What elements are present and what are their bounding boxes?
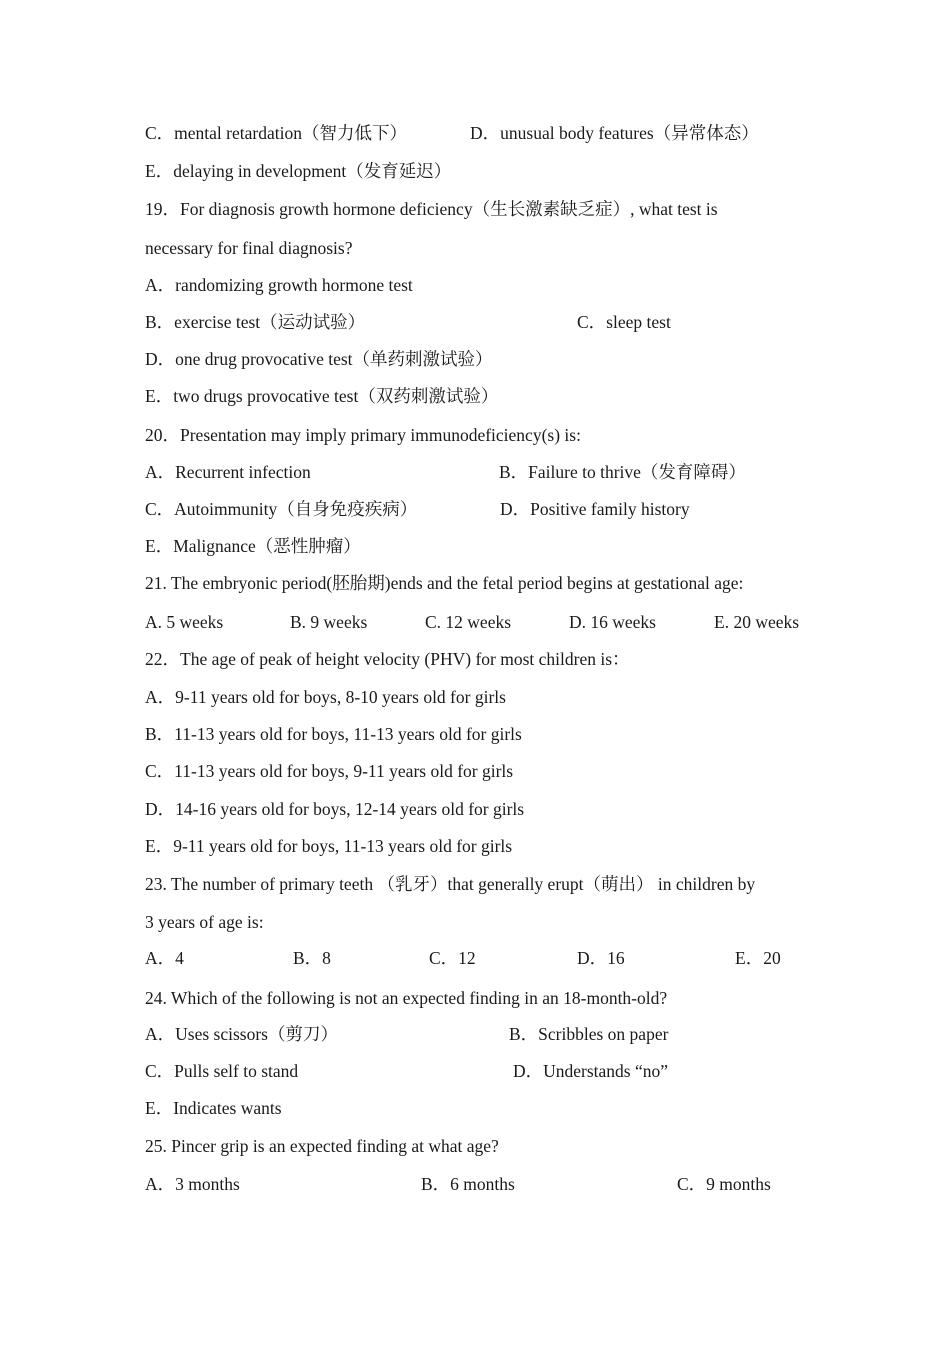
question-19-stem: 19．For diagnosis growth hormone deficiency（生长激素缺乏症）, what test is bbox=[145, 199, 718, 219]
question-24-stem: 24. Which of the following is not an expected finding in an 18-month-old? bbox=[145, 988, 668, 1008]
option-line-q18-e bbox=[145, 159, 824, 183]
option-a: A. 5 weeks bbox=[145, 612, 224, 632]
option-e: E．Malignance（恶性肿瘤） bbox=[145, 536, 361, 556]
question-23-text bbox=[145, 872, 824, 896]
option-e: E．delaying in development（发育延迟） bbox=[145, 161, 452, 181]
option-a: A．9-11 years old for boys, 8-10 years old for girls bbox=[145, 687, 506, 707]
question-23-stem-end: 3 years of age is: bbox=[145, 912, 264, 932]
option-e: E. 20 weeks bbox=[714, 612, 800, 632]
option-e: E．two drugs provocative test（双药刺激试验） bbox=[145, 386, 499, 406]
question-23-text-continued bbox=[145, 910, 824, 934]
option-d: D．Understands “no” bbox=[513, 1061, 669, 1081]
option-d: D．14-16 years old for boys, 12-14 years old for girls bbox=[145, 799, 525, 819]
question-19-text-continued bbox=[145, 236, 824, 260]
option-line-q22-b bbox=[145, 722, 824, 746]
option-e: E．Indicates wants bbox=[145, 1098, 282, 1118]
option-c: C．Autoimmunity（自身免疫疾病） bbox=[145, 499, 418, 519]
option-line-q25 bbox=[145, 1172, 824, 1196]
option-c: C．mental retardation（智力低下） bbox=[145, 123, 407, 143]
option-c: C．11-13 years old for boys, 9-11 years old for girls bbox=[145, 761, 514, 781]
question-21-text bbox=[145, 571, 824, 595]
option-line-q20-cd bbox=[145, 497, 824, 521]
option-a: A．3 months bbox=[145, 1174, 240, 1194]
option-d: D．Positive family history bbox=[500, 499, 690, 519]
option-a: A．4 bbox=[145, 948, 184, 968]
option-b: B. 9 weeks bbox=[290, 612, 368, 632]
question-24-text bbox=[145, 986, 824, 1010]
option-line-q24-cd bbox=[145, 1059, 824, 1083]
option-line-q22-e bbox=[145, 834, 824, 858]
question-20-stem: 20．Presentation may imply primary immunodeficiency(s) is: bbox=[145, 425, 581, 445]
option-line-q20-ab bbox=[145, 460, 824, 484]
option-b: B．11-13 years old for boys, 11-13 years old for girls bbox=[145, 724, 522, 744]
option-c: C．sleep test bbox=[577, 312, 671, 332]
option-d: D．one drug provocative test（单药刺激试验） bbox=[145, 349, 493, 369]
option-b: B．exercise test（运动试验） bbox=[145, 312, 366, 332]
option-line-q21 bbox=[145, 610, 824, 634]
option-d: D．16 bbox=[577, 948, 625, 968]
question-20-text bbox=[145, 423, 824, 447]
question-19-text bbox=[145, 197, 824, 221]
option-line-q19-e bbox=[145, 384, 824, 408]
option-d: D. 16 weeks bbox=[569, 612, 656, 632]
question-23-stem: 23. The number of primary teeth （乳牙）that generally erupt（萌出） in children by bbox=[145, 874, 756, 894]
option-line-q22-d bbox=[145, 797, 824, 821]
option-a: A．randomizing growth hormone test bbox=[145, 275, 413, 295]
question-22-text bbox=[145, 647, 824, 671]
option-line-q22-a bbox=[145, 685, 824, 709]
option-c: C. 12 weeks bbox=[425, 612, 512, 632]
option-b: B．Scribbles on paper bbox=[509, 1024, 669, 1044]
option-b: B．8 bbox=[293, 948, 331, 968]
option-line-q24-e bbox=[145, 1096, 824, 1120]
question-25-stem: 25. Pincer grip is an expected finding at what age? bbox=[145, 1136, 499, 1156]
question-25-text bbox=[145, 1134, 824, 1158]
question-21-stem: 21. The embryonic period(胚胎期)ends and the fetal period begins at gestational age: bbox=[145, 573, 744, 593]
option-a: A．Recurrent infection bbox=[145, 462, 311, 482]
option-b: B．Failure to thrive（发育障碍） bbox=[499, 462, 746, 482]
option-d: D．unusual body features（异常体态） bbox=[470, 123, 759, 143]
option-c: C．Pulls self to stand bbox=[145, 1061, 299, 1081]
option-a: A．Uses scissors（剪刀） bbox=[145, 1024, 338, 1044]
option-b: B．6 months bbox=[421, 1174, 515, 1194]
option-line-q19-d bbox=[145, 347, 824, 371]
option-line-q19-a bbox=[145, 273, 824, 297]
option-line-q18-cd bbox=[145, 121, 824, 145]
question-19-stem-end: necessary for final diagnosis? bbox=[145, 238, 353, 258]
question-22-stem: 22．The age of peak of height velocity (PHV) for most children is： bbox=[145, 649, 630, 669]
option-line-q19-bc bbox=[145, 310, 824, 334]
option-e: E．20 bbox=[735, 948, 781, 968]
option-line-q24-ab bbox=[145, 1022, 824, 1046]
option-c: C．9 months bbox=[677, 1174, 771, 1194]
option-line-q22-c bbox=[145, 759, 824, 783]
option-line-q23 bbox=[145, 946, 824, 970]
option-c: C．12 bbox=[429, 948, 476, 968]
option-e: E．9-11 years old for boys, 11-13 years old for girls bbox=[145, 836, 513, 856]
option-line-q20-e bbox=[145, 534, 824, 558]
